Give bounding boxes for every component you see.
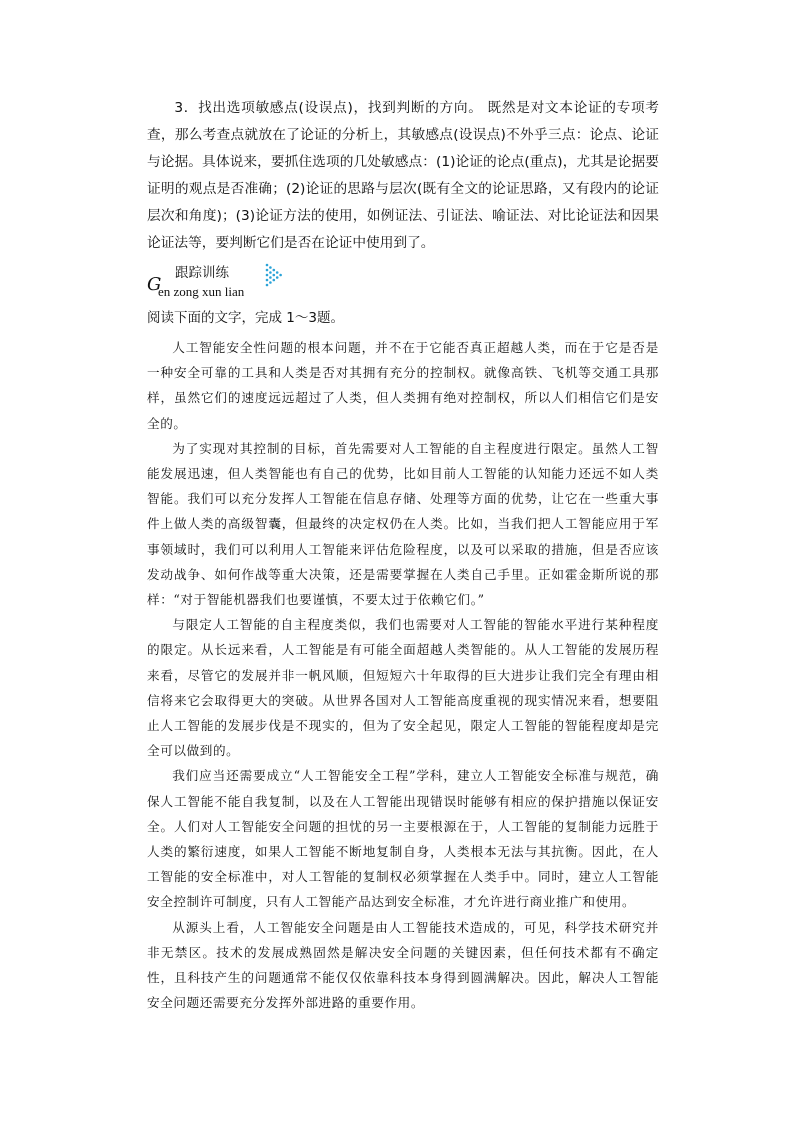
section-header-pinyin: en zong xun lian: [158, 284, 245, 299]
article-body: [147, 335, 659, 1015]
section-header: [147, 265, 659, 305]
section-header-title: 跟踪训练: [175, 265, 229, 281]
article-paragraph: 我们应当还需要成立“人工智能安全工程”学科，建立人工智能安全标准与规范，确保人工智能不能自我复制，以及在人工智能出现错误时能够有相应的保护措施以保证安全。人们对人工智能安全问题的担忧的另一主要根源在于，人工智能的复制能力远胜于人类的繁衍速度，如果人工智能不断地复制自身，人类根本无法与其抗衡。因此，在人工智能的安全标准中，对人工智能的复制权必须掌握在人类手中。同时，建立人工智能安全控制许可制度，只有人工智能产品达到安全标准，才允许进行商业推广和使用。: [147, 768, 659, 910]
article-paragraph: 人工智能安全性问题的根本问题，并不在于它能否真正超越人类，而在于它是否是一种安全可靠的工具和人类是否对其拥有充分的控制权。就像高铁、飞机等交通工具那样，虽然它们的速度远远超过了人类，但人类拥有绝对控制权，所以人们相信它们是安全的。: [147, 340, 659, 431]
article-paragraph: 与限定人工智能的自主程度类似，我们也需要对人工智能的智能水平进行某种程度的限定。从长远来看，人工智能是有可能全面超越人类智能的。从人工智能的发展历程来看，尽管它的发展并非一帆风顺，但短短六十年取得的巨大进步让我们完全有理由相信将来它会取得更大的突破。从世界各国对人工智能高度重视的现实情况来看，想要阻止人工智能的发展步伐是不现实的，但为了安全起见，限定人工智能的智能程度却是完全可以做到的。: [147, 617, 659, 759]
document-content: [147, 95, 659, 1015]
article-paragraph: 为了实现对其控制的目标，首先需要对人工智能的自主程度进行限定。虽然人工智能发展迅速，但人类智能也有自己的优势，比如目前人工智能的认知能力还远不如人类智能。我们可以充分发挥人工智能在信息存储、处理等方面的优势，让它在一些重大事件上做人类的高级智囊，但最终的决定权仍在人类。比如，当我们把人工智能应用于军事领域时，我们可以利用人工智能来评估危险程度，以及可以采取的措施，但是否应该发动战争、如何作战等重大决策，还是需要掌握在人类自己手里。正如霍金斯所说的那样：“对于智能机器我们也要谨慎，不要太过于依赖它们。”: [147, 440, 659, 608]
article-paragraph: 从源头上看，人工智能安全问题是由人工智能技术造成的，可见，科学技术研究并非无禁区。技术的发展成熟固然是解决安全问题的关键因素，但任何技术都有不确定性，且科技产生的问题通常不能仅仅依靠科技本身得到圆满解决。因此，解决人工智能安全问题还需要充分发挥外部进路的重要作用。: [147, 919, 659, 1011]
triangle-dots-arrow-icon: [265, 262, 283, 288]
task-instruction: 阅读下面的文字，完成 1～3题。: [147, 310, 344, 326]
section-header-initial: G: [147, 274, 162, 295]
intro-paragraph: 3．找出选项敏感点(设误点)，找到判断的方向。 既然是对文本论证的专项考查，那么考查点就放在了论证的分析上，其敏感点(设误点)不外乎三点：论点、论证与论据。具体说来，要抓住选项的几处敏感点：(1)论证的论点(重点)，尤其是论据要证明的观点是否准确；(2)论证的思路与层次(既有全文的论证思路，又有段内的论证层次和角度)；(3)论证方法的使用，如例证法、引证法、喻证法、对比论证法和因果论证法等，要判断它们是否在论证中使用到了。: [147, 100, 659, 251]
